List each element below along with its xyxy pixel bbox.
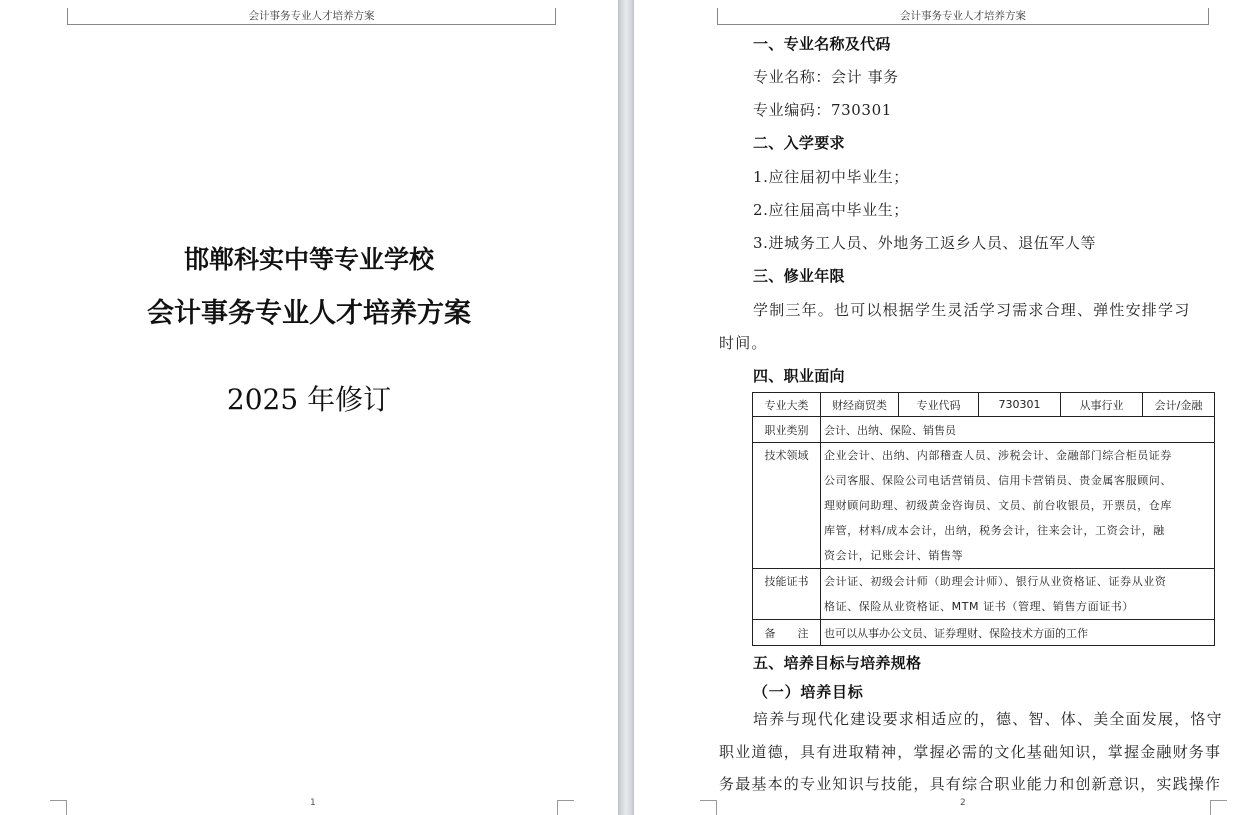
admission-item: 3.进城务工人员、外地务工返乡人员、退伍军人等: [753, 234, 1097, 252]
duration-paragraph-line: 学制三年。也可以根据学生灵活学习需求合理、弹性安排学习: [753, 301, 1191, 319]
table-cell: 也可以从事办公文员、证券理财、保险技术方面的工作: [821, 620, 1215, 646]
table-label-cell: 技能证书: [753, 569, 821, 620]
corner-mark: [557, 800, 574, 815]
tech-line: 理财顾问助理、初级黄金咨询员、文员、前台收银员，开票员，仓库: [824, 499, 1172, 512]
table-cell: 会计、出纳、保险、销售员: [821, 417, 1215, 443]
page-header: 会计事务专业人才培养方案: [717, 0, 1209, 25]
goal-paragraph-line: 职业道德，具有进取精神，掌握必需的文化基础知识，掌握金融财务事: [719, 743, 1222, 761]
revision-year: 2025 年修订: [226, 383, 392, 416]
table-row: [753, 417, 1215, 443]
table-row: [753, 569, 1215, 620]
table-row: [753, 443, 1215, 569]
subsection-heading: （一）培养目标: [753, 683, 864, 701]
school-name: 邯郸科实中等专业学校: [183, 245, 434, 274]
page-number: 1: [310, 798, 316, 808]
tech-line: 公司客服、保险公司电话营销员、信用卡营销员、贵金属客服顾问、: [824, 474, 1172, 487]
goal-paragraph-line: 培养与现代化建设要求相适应的，德、智、体、美全面发展，恪守: [753, 710, 1223, 728]
duration-paragraph-line: 时间。: [719, 334, 768, 352]
table-cell: [821, 569, 1215, 620]
page-header: 会计事务专业人才培养方案: [67, 0, 556, 25]
major-code: 专业编码：730301: [753, 101, 892, 119]
tech-line: 资会计，记账会计、销售等: [824, 549, 964, 562]
table-cell: 从事行业: [1061, 393, 1143, 417]
table-cell: 财经商贸类: [821, 393, 899, 417]
page-2: [634, 0, 1251, 815]
page-number: 2: [960, 798, 966, 808]
table-cell: 会计/金融: [1143, 393, 1215, 417]
major-name: 专业名称：会计 事务: [753, 68, 899, 86]
section-4-heading: 四、职业面向: [753, 367, 845, 385]
table-cell: 专业代码: [899, 393, 979, 417]
page-1: [0, 0, 618, 815]
goal-paragraph-line: 务最基本的专业知识与技能，具有综合职业能力和创新意识，实践操作: [719, 775, 1222, 793]
cert-line: 会计证、初级会计师（助理会计师）、银行从业资格证、证券从业资: [824, 575, 1167, 588]
table-row: [753, 620, 1215, 646]
admission-item: 2.应往届高中毕业生；: [753, 201, 909, 219]
section-2-heading: 二、入学要求: [753, 134, 845, 152]
table-row: [753, 393, 1215, 417]
cert-line: 格证、保险从业资格证、MTM 证书（管理、销售方面证书）: [824, 600, 1134, 613]
table-cell: 专业大类: [753, 393, 821, 417]
table-cell: 730301: [979, 393, 1061, 417]
section-5-heading: 五、培养目标与培养规格: [753, 654, 922, 672]
career-table: [752, 392, 1215, 646]
admission-item: 1.应往届初中毕业生；: [753, 168, 909, 186]
table-label-cell: 职业类别: [753, 417, 821, 443]
page-gutter: [618, 0, 634, 815]
section-3-heading: 三、修业年限: [753, 267, 845, 285]
table-cell: [821, 443, 1215, 569]
cover-title: 会计事务专业人才培养方案: [147, 298, 471, 329]
tech-line: 库管，材料/成本会计，出纳，税务会计，往来会计，工资会计，融: [824, 524, 1165, 537]
table-label-cell: 备 注: [753, 620, 821, 646]
corner-mark: [700, 800, 717, 815]
corner-mark: [1210, 800, 1227, 815]
corner-mark: [50, 800, 67, 815]
section-1-heading: 一、专业名称及代码: [753, 35, 891, 53]
table-label-cell: 技术领域: [753, 443, 821, 569]
tech-line: 企业会计、出纳、内部稽查人员、涉税会计、金融部门综合柜员证券: [824, 449, 1172, 462]
